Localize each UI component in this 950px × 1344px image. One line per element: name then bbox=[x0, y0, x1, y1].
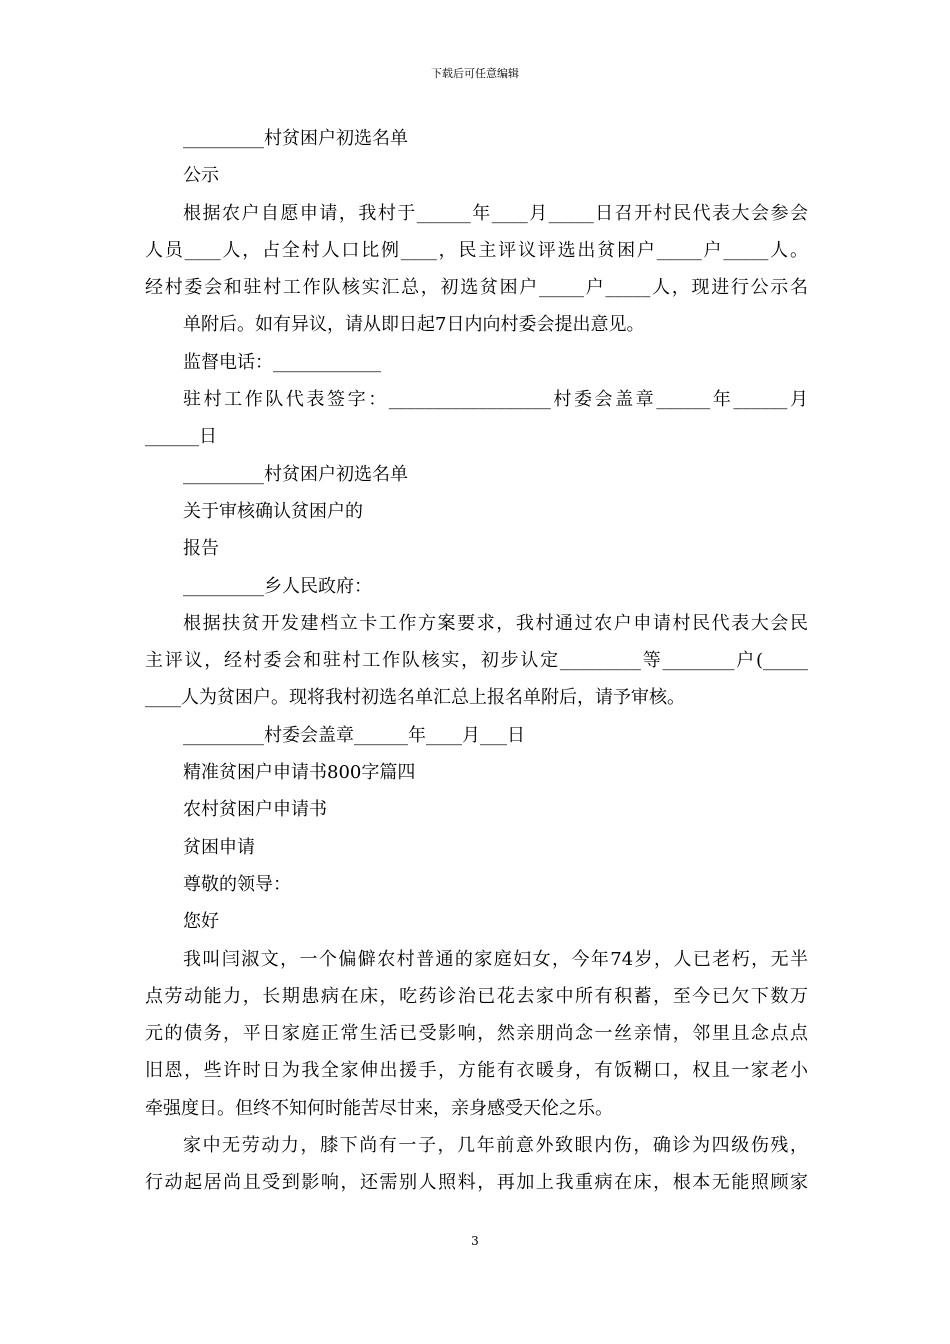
text-line: ____人为贫困户。现将我村初选名单汇总上报名单附后，请予审核。 bbox=[145, 687, 685, 709]
text-line: 尊敬的领导： bbox=[183, 873, 291, 895]
text-line: 关于审核确认贫困户的 bbox=[183, 500, 363, 522]
text-line: _________村贫困户初选名单 bbox=[183, 463, 408, 485]
text-line: 牵强度日。但终不知何时能苦尽甘来，亲身感受天伦之乐。 bbox=[145, 1097, 613, 1119]
text-line: 监督电话：____________ bbox=[183, 351, 381, 373]
text-line: 精准贫困户申请书800字篇四 bbox=[183, 762, 416, 784]
page-number: 3 bbox=[471, 1234, 479, 1248]
text-line: 我叫闫淑文，一个偏僻农村普通的家庭妇女，今年74岁，人已老朽，无半 bbox=[183, 948, 808, 970]
text-line: ______日 bbox=[145, 426, 217, 448]
document-body bbox=[145, 120, 808, 1202]
text-line: 点劳动能力，长期患病在床，吃药诊治已花去家中所有积蓄，至今已欠下数万 bbox=[145, 985, 808, 1007]
text-line: 驻村工作队代表签字：__________________村委会盖章______年______月 bbox=[183, 389, 808, 411]
text-line: 家中无劳动力，膝下尚有一子，几年前意外致眼内伤，确诊为四级伤残， bbox=[183, 1135, 808, 1157]
text-line: 您好 bbox=[183, 911, 219, 933]
text-line: 单附后。如有异议，请从即日起7日内向村委会提出意见。 bbox=[183, 314, 645, 336]
text-line: 公示 bbox=[183, 165, 219, 187]
text-line: 根据扶贫开发建档立卡工作方案要求，我村通过农户申请村民代表大会民 bbox=[183, 612, 808, 634]
text-line: 元的债务，平日家庭正常生活已受影响，然亲朋尚念一丝亲情，邻里且念点点 bbox=[145, 1023, 808, 1045]
text-line: 行动起居尚且受到影响，还需别人照料，再加上我重病在床，根本无能照顾家 bbox=[145, 1172, 808, 1194]
text-line: _________乡人民政府： bbox=[183, 575, 372, 597]
text-line: 经村委会和驻村工作队核实汇总，初选贫困户_____户_____人，现进行公示名 bbox=[145, 277, 808, 299]
text-line: 贫困申请 bbox=[183, 836, 255, 858]
text-line: 主评议，经村委会和驻村工作队核实，初步认定_________等________户(_____ bbox=[145, 650, 808, 672]
page-header: 下载后可任意编辑 bbox=[431, 67, 519, 80]
text-line: _________村贫困户初选名单 bbox=[183, 128, 408, 149]
text-line: 农村贫困户申请书 bbox=[183, 799, 327, 821]
text-line: 根据农户自愿申请，我村于______年____月_____日召开村民代表大会参会 bbox=[183, 202, 808, 224]
text-line: _________村委会盖章______年____月___日 bbox=[183, 724, 525, 746]
text-line: 人员____人，占全村人口比例____，民主评议评选出贫困户_____户_____人。 bbox=[145, 239, 808, 261]
text-line: 旧恩，些许时日为我全家伸出援手，方能有衣暖身，有饭糊口，权且一家老小 bbox=[145, 1060, 808, 1082]
text-line: 报告 bbox=[183, 538, 219, 560]
